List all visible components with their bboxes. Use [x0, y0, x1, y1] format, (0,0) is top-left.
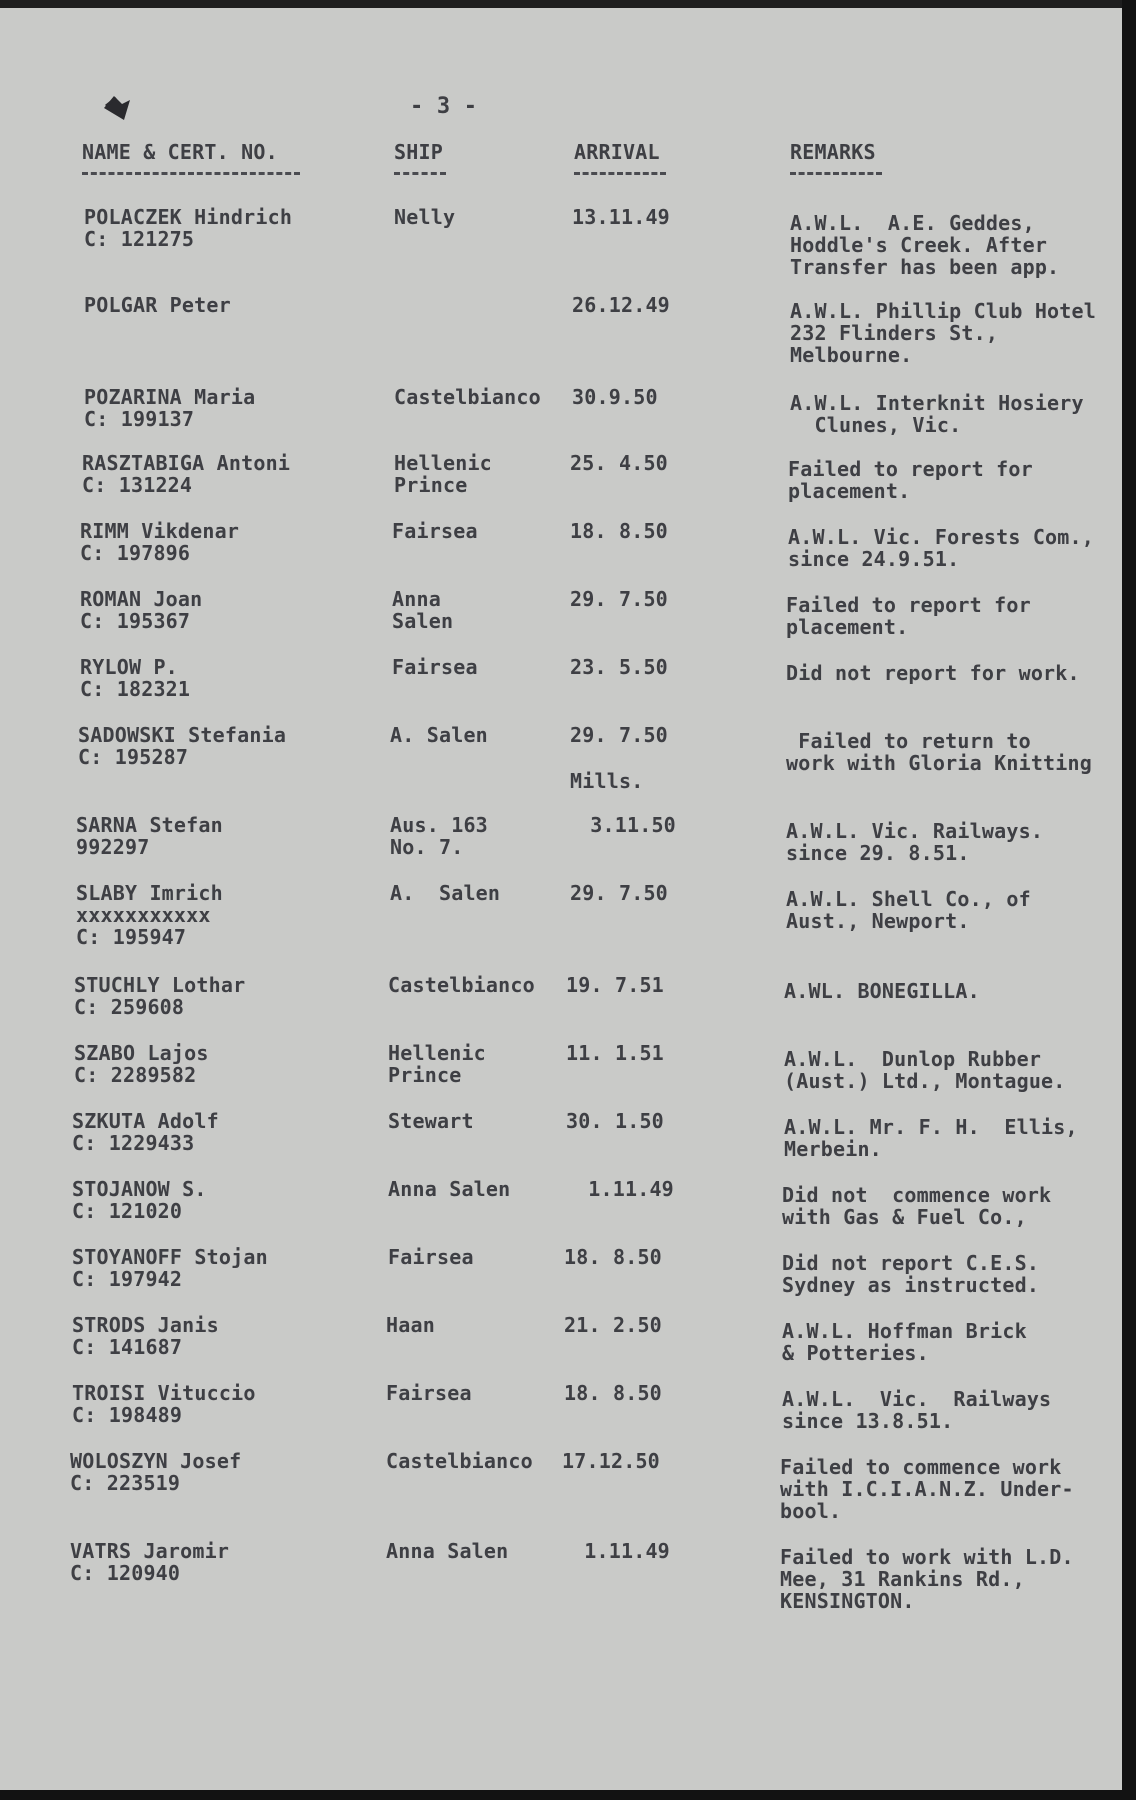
ship-name: Anna Salen — [388, 1177, 511, 1201]
certificate-number: C: 259608 — [74, 995, 185, 1019]
person-name: POLGAR Peter — [84, 293, 231, 317]
header-arrival: ARRIVAL — [574, 140, 660, 164]
remarks-line: KENSINGTON. — [780, 1589, 915, 1613]
ship-name: Castelbianco — [394, 385, 541, 409]
remarks-line: A.W.L. Mr. F. H. Ellis, — [784, 1115, 1078, 1139]
ship-name: A. Salen — [390, 723, 488, 747]
ship-name: Salen — [392, 609, 454, 633]
certificate-number: C: 195287 — [78, 745, 189, 769]
arrival-date: 30.9.50 — [572, 385, 658, 409]
remarks-line: work with Gloria Knitting — [786, 751, 1093, 775]
remarks-line: since 24.9.51. — [788, 547, 960, 571]
certificate-number: C: 199137 — [84, 407, 195, 431]
person-name: ROMAN Joan — [80, 587, 203, 611]
remarks-line: A.W.L. A.E. Geddes, — [790, 211, 1035, 235]
person-name: STUCHLY Lothar — [74, 973, 246, 997]
ship-name: Prince — [388, 1063, 462, 1087]
remarks-line: Did not report for work. — [786, 661, 1080, 685]
certificate-number: C: 197942 — [72, 1267, 183, 1291]
arrival-date: 29. 7.50 — [570, 587, 668, 611]
person-name: TROISI Vituccio — [72, 1381, 256, 1405]
ship-name: Prince — [394, 473, 468, 497]
remarks-line: Failed to return to — [786, 729, 1031, 753]
remarks-line: Hoddle's Creek. After — [790, 233, 1048, 257]
remarks-line: Merbein. — [784, 1137, 882, 1161]
remarks-line: Failed to work with L.D. — [780, 1545, 1074, 1569]
person-name: POZARINA Maria — [84, 385, 256, 409]
header-ship-rule — [394, 172, 446, 175]
ship-name: Aus. 163 — [390, 813, 488, 837]
certificate-number: C: 131224 — [82, 473, 193, 497]
remarks-line: bool. — [780, 1499, 842, 1523]
ship-name: No. 7. — [390, 835, 464, 859]
arrival-date: 13.11.49 — [572, 205, 670, 229]
ship-name: Fairsea — [388, 1245, 474, 1269]
ship-name: Hellenic — [394, 451, 492, 475]
header-remarks: REMARKS — [790, 140, 876, 164]
arrival-date: 23. 5.50 — [570, 655, 668, 679]
person-name: WOLOSZYN Josef — [70, 1449, 242, 1473]
arrival-date: 29. 7.50 — [570, 723, 668, 747]
person-name: SADOWSKI Stefania — [78, 723, 287, 747]
person-name: RASZTABIGA Antoni — [82, 451, 291, 475]
certificate-number: C: 120940 — [70, 1561, 181, 1585]
remarks-line: Sydney as instructed. — [782, 1273, 1040, 1297]
remarks-line: A.W.L. Interknit Hosiery — [790, 391, 1084, 415]
ship-name: Haan — [386, 1313, 435, 1337]
remarks-line: A.W.L. Vic. Railways — [782, 1387, 1052, 1411]
remarks-line: A.W.L. Phillip Club Hotel — [790, 299, 1097, 323]
remarks-line: since 29. 8.51. — [786, 841, 970, 865]
person-name: STOYANOFF Stojan — [72, 1245, 268, 1269]
arrival-note: Mills. — [570, 769, 644, 793]
header-ship: SHIP — [394, 140, 443, 164]
remarks-line: since 13.8.51. — [782, 1409, 954, 1433]
certificate-number: C: 121020 — [72, 1199, 183, 1223]
remarks-line: placement. — [788, 479, 911, 503]
arrival-date: 25. 4.50 — [570, 451, 668, 475]
certificate-number: C: 121275 — [84, 227, 195, 251]
arrival-date: 17.12.50 — [562, 1449, 660, 1473]
person-name: STRODS Janis — [72, 1313, 219, 1337]
certificate-number: C: 2289582 — [74, 1063, 197, 1087]
remarks-line: 232 Flinders St., — [790, 321, 999, 345]
ship-name: Fairsea — [386, 1381, 472, 1405]
certificate-number: C: 141687 — [72, 1335, 183, 1359]
header-arrival-rule — [574, 172, 666, 175]
remarks-line: A.W.L. Vic. Railways. — [786, 819, 1044, 843]
remarks-line: with Gas & Fuel Co., — [782, 1205, 1027, 1229]
remarks-line: & Potteries. — [782, 1341, 929, 1365]
arrival-date: 19. 7.51 — [566, 973, 664, 997]
ship-name: Hellenic — [388, 1041, 486, 1065]
certificate-number: C: 223519 — [70, 1471, 181, 1495]
remarks-line: placement. — [786, 615, 909, 639]
header-name: NAME & CERT. NO. — [82, 140, 278, 164]
remarks-line: Did not commence work — [782, 1183, 1052, 1207]
certificate-number: C: 1229433 — [72, 1131, 195, 1155]
ship-name: Fairsea — [392, 655, 478, 679]
page-bottom-shadow — [0, 1790, 1136, 1800]
person-name: POLACZEK Hindrich — [84, 205, 293, 229]
ship-name: Anna Salen — [386, 1539, 509, 1563]
remarks-line: Failed to report for — [786, 593, 1031, 617]
document-page — [0, 8, 1122, 1790]
remarks-line: Did not report C.E.S. — [782, 1251, 1040, 1275]
arrival-date: 18. 8.50 — [570, 519, 668, 543]
remarks-line: A.W.L. Dunlop Rubber — [784, 1047, 1042, 1071]
person-name: RIMM Vikdenar — [80, 519, 240, 543]
ship-name: Anna — [392, 587, 441, 611]
person-name: STOJANOW S. — [72, 1177, 207, 1201]
person-name: SZABO Lajos — [74, 1041, 209, 1065]
remarks-line: A.WL. BONEGILLA. — [784, 979, 980, 1003]
remarks-line: Transfer has been app. — [790, 255, 1060, 279]
remarks-line: Failed to commence work — [780, 1455, 1062, 1479]
person-name: VATRS Jaromir — [70, 1539, 230, 1563]
remarks-line: A.W.L. Shell Co., of — [786, 887, 1031, 911]
arrival-date: 26.12.49 — [572, 293, 670, 317]
arrival-date: 1.11.49 — [576, 1177, 674, 1201]
person-name: SLABY Imrich — [76, 881, 223, 905]
certificate-number: C: 195367 — [80, 609, 191, 633]
ship-name: Fairsea — [392, 519, 478, 543]
remarks-line: (Aust.) Ltd., Montague. — [784, 1069, 1066, 1093]
remarks-line: A.W.L. Hoffman Brick — [782, 1319, 1027, 1343]
remarks-line: Failed to report for — [788, 457, 1033, 481]
certificate-number: C: 195947 — [76, 925, 187, 949]
ship-name: Nelly — [394, 205, 456, 229]
ship-name: Stewart — [388, 1109, 474, 1133]
certificate-number: C: 198489 — [72, 1403, 183, 1427]
certificate-number: 992297 — [76, 835, 150, 859]
remarks-line: Mee, 31 Rankins Rd., — [780, 1567, 1025, 1591]
remarks-line: with I.C.I.A.N.Z. Under- — [780, 1477, 1074, 1501]
person-name: SZKUTA Adolf — [72, 1109, 219, 1133]
arrival-date: 18. 8.50 — [564, 1245, 662, 1269]
header-remarks-rule — [790, 172, 882, 175]
arrival-date: 18. 8.50 — [564, 1381, 662, 1405]
remarks-line: Clunes, Vic. — [790, 413, 962, 437]
page-edge-shadow — [1122, 0, 1136, 1800]
arrival-date: 21. 2.50 — [564, 1313, 662, 1337]
remarks-line: Aust., Newport. — [786, 909, 970, 933]
certificate-number: C: 182321 — [80, 677, 191, 701]
arrival-date: 29. 7.50 — [570, 881, 668, 905]
certificate-number: C: 197896 — [80, 541, 191, 565]
clip-mark-icon — [100, 90, 148, 126]
remarks-line: A.W.L. Vic. Forests Com., — [788, 525, 1095, 549]
ship-name: Castelbianco — [388, 973, 535, 997]
ship-name: A. Salen — [390, 881, 501, 905]
arrival-date: 3.11.50 — [578, 813, 676, 837]
arrival-date: 1.11.49 — [572, 1539, 670, 1563]
ship-name: Castelbianco — [386, 1449, 533, 1473]
page-number: - 3 - — [410, 94, 478, 119]
header-name-rule — [82, 172, 300, 175]
person-name: RYLOW P. — [80, 655, 178, 679]
arrival-date: 30. 1.50 — [566, 1109, 664, 1133]
arrival-date: 11. 1.51 — [566, 1041, 664, 1065]
remarks-line: Melbourne. — [790, 343, 913, 367]
struck-text: xxxxxxxxxxx — [76, 903, 211, 927]
person-name: SARNA Stefan — [76, 813, 223, 837]
